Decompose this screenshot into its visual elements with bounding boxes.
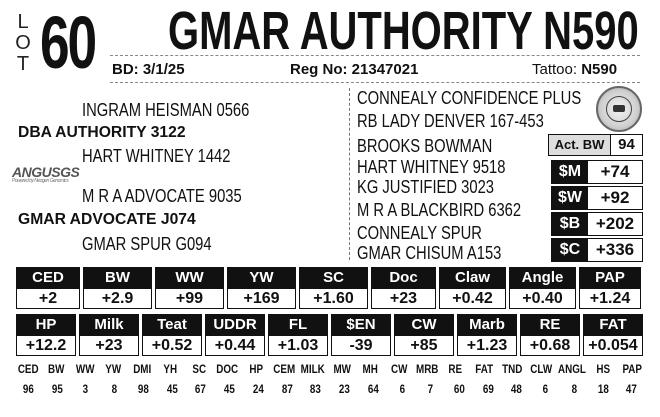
index-label: $C xyxy=(552,239,588,261)
epd-cell: CED +2 xyxy=(16,267,80,309)
index-value: +74 xyxy=(600,162,630,181)
divider-bottom xyxy=(110,82,640,83)
epd-cell: CW +85 xyxy=(394,314,454,356)
pedigree-sire: DBA AUTHORITY 3122 xyxy=(18,124,186,141)
pedigree-dam-dam: GMAR SPUR G094 xyxy=(82,234,212,254)
epd-cell: FAT +0.054 xyxy=(583,314,643,356)
epd-cell: SC +1.60 xyxy=(299,267,368,309)
actual-bw-value: 94 xyxy=(618,136,635,153)
pedigree-right-7: CONNEALY SPUR xyxy=(357,223,482,243)
pedigree-right-5: KG JUSTIFIED 3023 xyxy=(357,177,494,197)
pedigree-dam: GMAR ADVOCATE J074 xyxy=(18,211,196,228)
index-c xyxy=(551,238,643,262)
epd-cell: FL +1.03 xyxy=(268,314,328,356)
pedigree-sire-sire: INGRAM HEISMAN 0566 xyxy=(82,100,250,120)
index-b xyxy=(551,212,643,236)
epd-cell: Teat +0.52 xyxy=(142,314,202,356)
index-value: +92 xyxy=(600,188,630,207)
epd-cell: YW +169 xyxy=(227,267,296,309)
pedigree-right-2: RB LADY DENVER 167-453 xyxy=(357,111,544,131)
epd-cell: HP +12.2 xyxy=(16,314,76,356)
index-value: +202 xyxy=(595,214,635,233)
angus-gs-logo: ANGUSGS Powered by Neogen Genomics xyxy=(12,164,80,184)
pedigree-right-8: GMAR CHISUM A153 xyxy=(357,243,502,263)
index-value: +336 xyxy=(595,240,635,259)
epd-cell: WW +99 xyxy=(155,267,224,309)
percentile-values: 96 95 3 8 98 45 67 45 24 87 83 23 64 6 7 60 69 48 6 8 18 47 xyxy=(22,382,638,396)
animal-name: GMAR AUTHORITY N590 xyxy=(168,1,639,61)
epd-cell: Claw +0.42 xyxy=(439,267,506,309)
epd-cell: Doc +23 xyxy=(371,267,436,309)
epd-cell: Milk +23 xyxy=(79,314,139,356)
actual-bw-label: Act. BW xyxy=(549,135,611,155)
epd-cell: Angle +0.40 xyxy=(509,267,576,309)
index-label: $B xyxy=(552,213,588,235)
index-w xyxy=(551,186,643,210)
actual-birth-weight xyxy=(548,134,643,156)
pedigree-right-4: HART WHITNEY 9518 xyxy=(357,157,506,177)
epd-cell: Marb +1.23 xyxy=(457,314,517,356)
registration-number: Reg No: 21347021 xyxy=(290,61,419,78)
index-label: $M xyxy=(552,161,588,183)
tattoo: Tattoo: N590 xyxy=(532,61,618,78)
epd-table-row1 xyxy=(16,267,641,309)
pedigree-right-1: CONNEALY CONFIDENCE PLUS xyxy=(357,88,582,108)
epd-cell: $EN -39 xyxy=(331,314,391,356)
epd-cell: BW +2.9 xyxy=(83,267,152,309)
percentile-labels: CED BW WW YW DMI YH SC DOC HP CEM MILK MW MH CW MRB RE FAT TND CLW ANGL HS PAP xyxy=(17,362,642,376)
birth-date: BD: 3/1/25 xyxy=(112,61,185,78)
divider-top xyxy=(110,55,640,56)
epd-table-row2 xyxy=(16,314,643,356)
lot-label: L O T xyxy=(15,11,31,75)
epd-cell: PAP +1.24 xyxy=(579,267,641,309)
association-seal-icon xyxy=(596,86,642,132)
pedigree-sire-dam: HART WHITNEY 1442 xyxy=(82,146,231,166)
lot-number: 60 xyxy=(40,1,95,84)
pedigree-right-3: BROOKS BOWMAN xyxy=(357,136,493,156)
index-label: $W xyxy=(552,187,588,209)
index-m xyxy=(551,160,643,184)
epd-cell: RE +0.68 xyxy=(520,314,580,356)
pedigree-divider xyxy=(349,88,350,260)
pedigree-dam-sire: M R A ADVOCATE 9035 xyxy=(82,186,242,206)
epd-cell: UDDR +0.44 xyxy=(205,314,265,356)
pedigree-right-6: M R A BLACKBIRD 6362 xyxy=(357,200,522,220)
